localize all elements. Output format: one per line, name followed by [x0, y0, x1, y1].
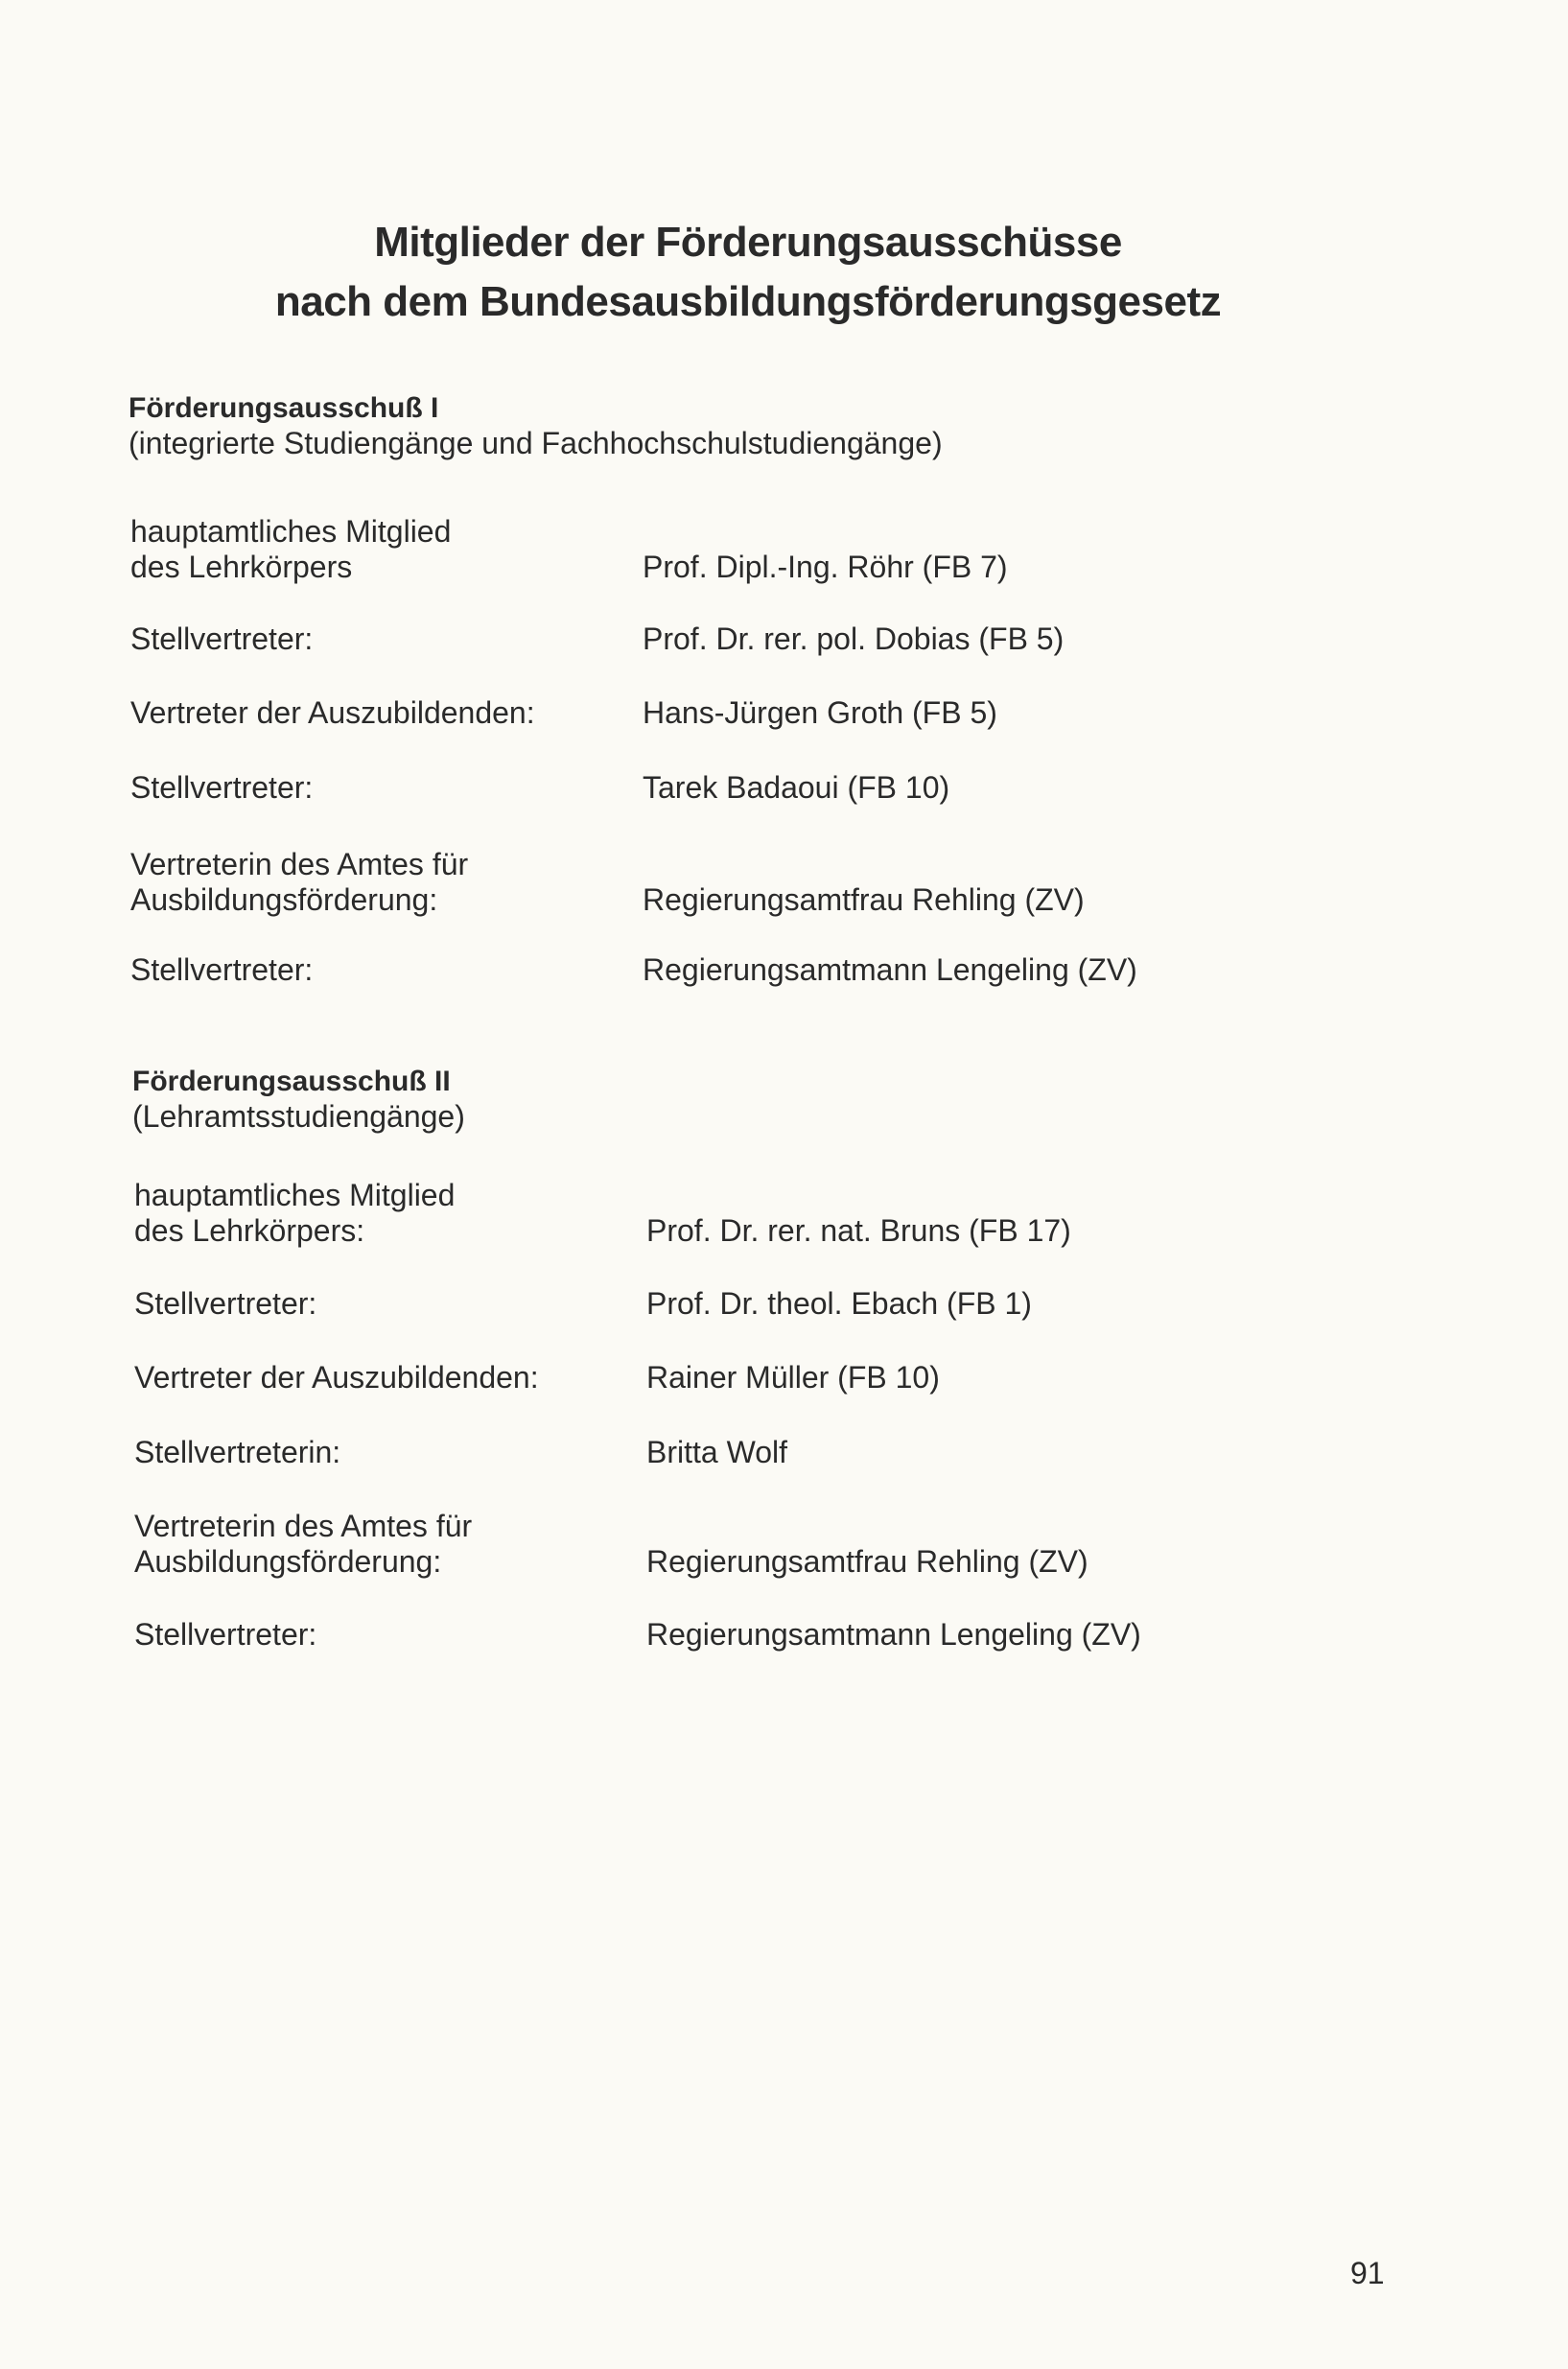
- member-name: Prof. Dr. rer. nat. Bruns (FB 17): [646, 1213, 1071, 1248]
- member-role: Vertreter der Auszubildenden:: [134, 1360, 539, 1395]
- member-row: [130, 950, 1377, 988]
- member-row: [134, 1283, 1381, 1322]
- member-row: [134, 1357, 1381, 1396]
- page-title: [0, 213, 1496, 332]
- member-name: Regierungsamtfrau Rehling (ZV): [646, 1544, 1088, 1579]
- member-name: Rainer Müller (FB 10): [646, 1360, 940, 1395]
- member-role: hauptamtliches Mitglied des Lehrkörpers: [130, 514, 452, 584]
- section-heading-2: [132, 1065, 465, 1134]
- member-name: Prof. Dr. theol. Ebach (FB 1): [646, 1286, 1032, 1321]
- member-name: Britta Wolf: [646, 1435, 787, 1469]
- member-row: [130, 619, 1377, 657]
- section-1-name: Förderungsausschuß I: [129, 392, 439, 424]
- page-title-line-2: nach dem Bundesausbildungsförderungsgesetz: [274, 278, 1222, 325]
- page-number: 91: [1350, 2256, 1385, 2290]
- member-role: Stellvertreterin:: [134, 1435, 341, 1469]
- member-row: [134, 1172, 1381, 1249]
- member-name: Tarek Badaoui (FB 10): [643, 770, 950, 805]
- member-name: Regierungsamtmann Lengeling (ZV): [646, 1617, 1141, 1652]
- member-role: Stellvertreter:: [130, 952, 314, 987]
- member-row: [130, 841, 1377, 918]
- member-row: [134, 1503, 1381, 1580]
- member-row: [130, 692, 1377, 731]
- member-role: Stellvertreter:: [134, 1286, 317, 1321]
- member-name: Prof. Dipl.-Ing. Röhr (FB 7): [643, 550, 1008, 584]
- member-role: Vertreterin des Amtes für Ausbildungsförderung:: [134, 1509, 473, 1579]
- section-heading-1: [129, 391, 943, 460]
- member-row: [134, 1432, 1381, 1470]
- member-row: [130, 767, 1377, 806]
- member-row: [130, 508, 1377, 585]
- member-name: Regierungsamtmann Lengeling (ZV): [643, 952, 1137, 987]
- member-name: Prof. Dr. rer. pol. Dobias (FB 5): [643, 622, 1065, 656]
- member-role: Stellvertreter:: [130, 770, 314, 805]
- member-role: hauptamtliches Mitglied des Lehrkörpers:: [134, 1178, 456, 1248]
- member-row: [134, 1614, 1381, 1653]
- section-2-subtitle: (Lehramtsstudiengänge): [132, 1099, 465, 1134]
- member-role: Stellvertreter:: [134, 1617, 317, 1652]
- member-name: Hans-Jürgen Groth (FB 5): [643, 695, 997, 730]
- page-title-line-1: Mitglieder der Förderungsausschüsse: [374, 219, 1122, 266]
- section-1-subtitle: (integrierte Studiengänge und Fachhochschulstudiengänge): [129, 426, 943, 460]
- section-2-name: Förderungsausschuß II: [132, 1066, 451, 1097]
- member-role: Vertreter der Auszubildenden:: [130, 695, 535, 730]
- member-name: Regierungsamtfrau Rehling (ZV): [643, 882, 1085, 917]
- member-role: Vertreterin des Amtes für Ausbildungsförderung:: [130, 847, 469, 917]
- member-role: Stellvertreter:: [130, 622, 314, 656]
